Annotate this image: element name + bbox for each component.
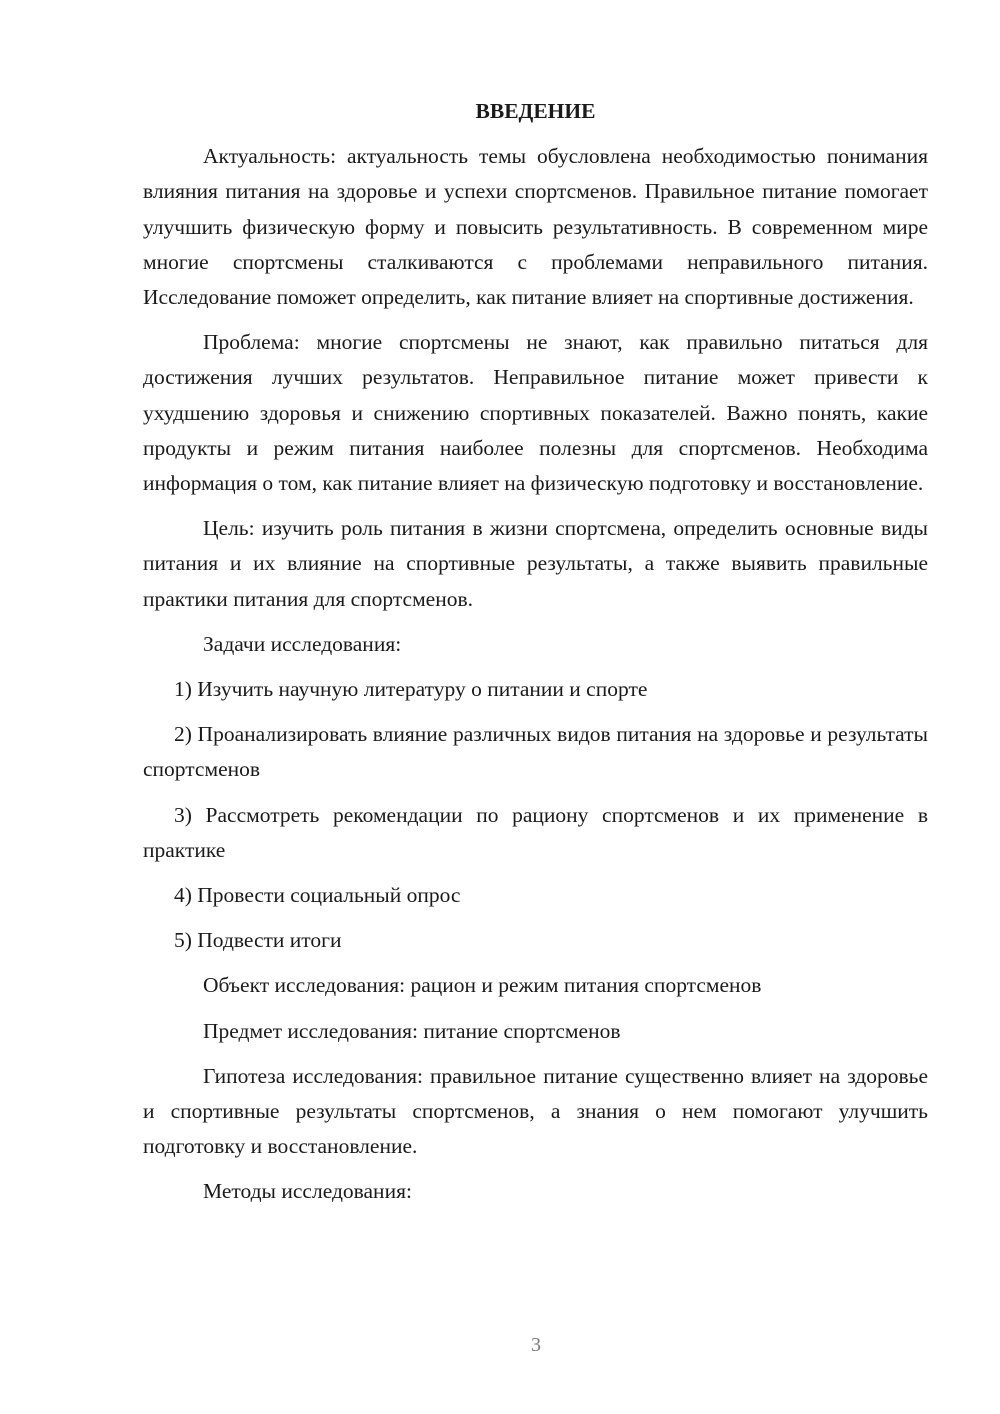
paragraph-subject: Предмет исследования: питание спортсменов — [203, 1018, 621, 1043]
methods-heading: Методы исследования: — [203, 1179, 412, 1204]
task-item-5: 5) Подвести итоги — [174, 928, 342, 953]
task-item-1: 1) Изучить научную литературу о питании и спорте — [174, 677, 648, 702]
tasks-heading: Задачи исследования: — [203, 631, 402, 656]
paragraph-object: Объект исследования: рацион и режим питания спортсменов — [203, 973, 762, 998]
page-number: 3 — [531, 1334, 541, 1356]
task-item-4: 4) Провести социальный опрос — [174, 883, 461, 908]
section-title: ВВЕДЕНИЕ — [475, 99, 596, 123]
task-item-2: 2) Проанализировать влияние различных видов питания на здоровье и результаты спортсменов — [143, 722, 928, 782]
paragraph-hypothesis: Гипотеза исследования: правильное питание существенно влияет на здоровье и спортивные результаты спортсменов, а знания о нем помогают улучшить подготовку и восстановление. — [143, 1063, 928, 1159]
task-item-3: 3) Рассмотреть рекомендации по рациону спортсменов и их применение в практике — [143, 802, 928, 862]
paragraph-problem: Проблема: многие спортсмены не знают, как правильно питаться для достижения лучших результатов. Неправильное питание может привести к ухудшению здоровья и снижению спортивных показателей. Важно понять, какие продукты и режим питания наиболее полезны для спортсменов. Необходима информация о том, как питание влияет на физическую подготовку и восстановление. — [143, 330, 928, 496]
paragraph-relevance: Актуальность: актуальность темы обусловлена необходимостью понимания влияния питания на здоровье и успехи спортсменов. Правильное питание помогает улучшить физическую форму и повысить результативность. В современном мире многие спортсмены сталкиваются с проблемами неправильного питания. Исследование поможет определить, как питание влияет на спортивные достижения. — [143, 144, 928, 310]
document-page — [143, 94, 928, 1210]
paragraph-goal: Цель: изучить роль питания в жизни спортсмена, определить основные виды питания и их влияние на спортивные результаты, а также выявить правильные практики питания для спортсменов. — [143, 516, 928, 611]
